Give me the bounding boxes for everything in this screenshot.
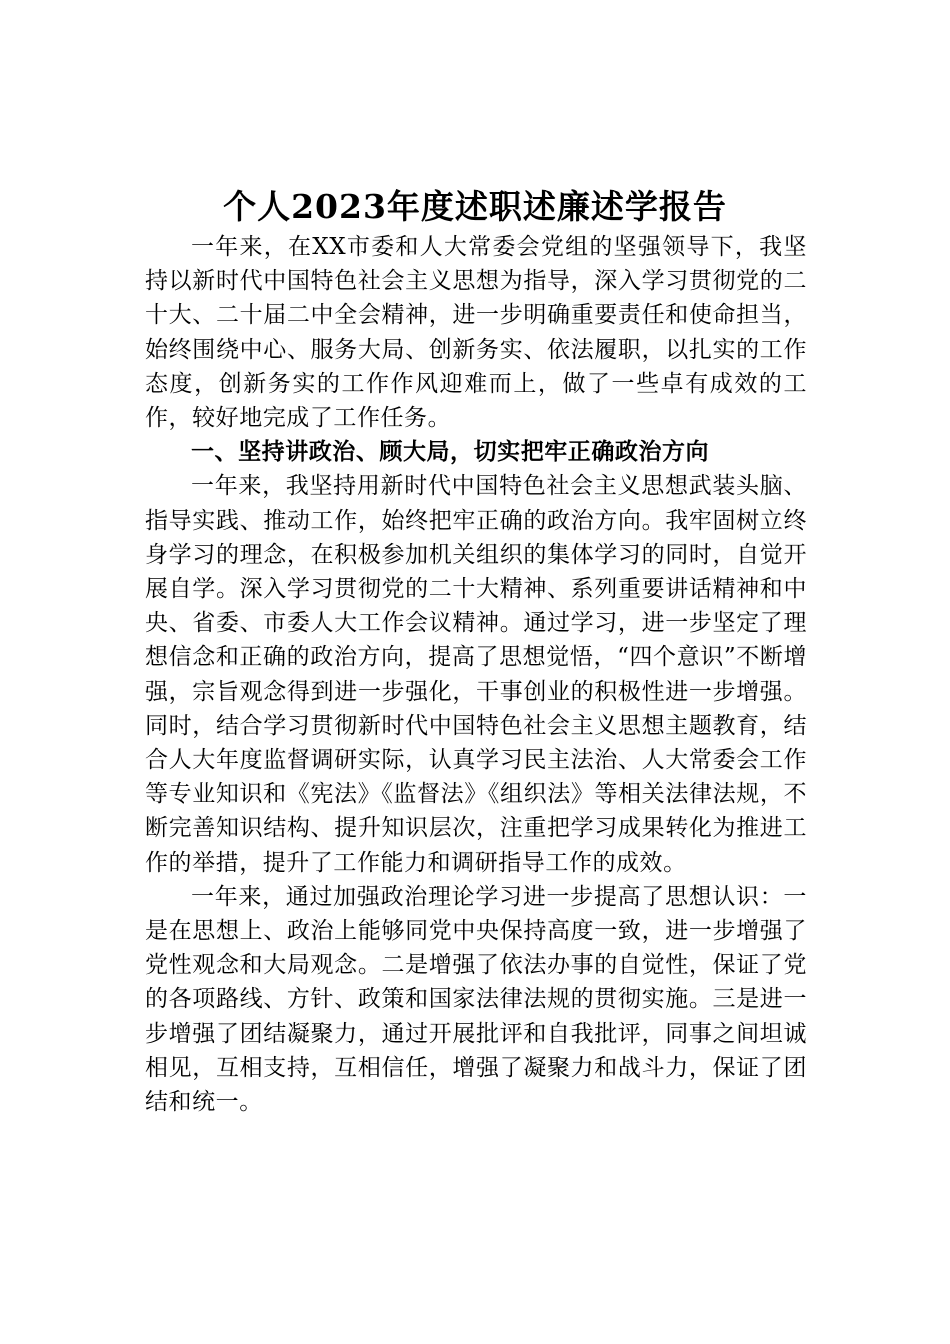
- document-body: [145, 230, 807, 1119]
- body-paragraph: 一年来，通过加强政治理论学习进一步提高了思想认识：一是在思想上、政治上能够同党中央保持高度一致，进一步增强了党性观念和大局观念。二是增强了依法办事的自觉性，保证了党的各项路线、方针、政策和国家法律法规的贯彻实施。三是进一步增强了团结凝聚力，通过开展批评和自我批评，同事之间坦诚相见，互相支持，互相信任，增强了凝聚力和战斗力，保证了团结和统一。: [145, 883, 807, 1116]
- intro-paragraph: 一年来，在XX市委和人大常委会党组的坚强领导下，我坚持以新时代中国特色社会主义思想为指导，深入学习贯彻党的二十大、二十届二中全会精神，进一步明确重要责任和使命担当，始终围绕中心、服务大局、创新务实、依法履职，以扎实的工作态度，创新务实的工作作风迎难而上，做了一些卓有成效的工作，较好地完成了工作任务。: [145, 234, 807, 432]
- body-paragraph: 一年来，我坚持用新时代中国特色社会主义思想武装头脑、指导实践、推动工作，始终把牢正确的政治方向。我牢固树立终身学习的理念，在积极参加机关组织的集体学习的同时，自觉开展自学。深入学习贯彻党的二十大精神、系列重要讲话精神和中央、省委、市委人大工作会议精神。通过学习，进一步坚定了理想信念和正确的政治方向，提高了思想觉悟，“四个意识”不断增强，宗旨观念得到进一步强化，干事创业的积极性进一步增强。同时，结合学习贯彻新时代中国特色社会主义思想主题教育，结合人大年度监督调研实际，认真学习民主法治、人大常委会工作等专业知识和《宪法》《监督法》《组织法》等相关法律法规，不断完善知识结构、提升知识层次，注重把学习成果转化为推进工作的举措，提升了工作能力和调研指导工作的成效。: [145, 473, 807, 876]
- document-title: 个人2023年度述职述廉述学报告: [223, 187, 727, 227]
- section-heading: 一、坚持讲政治、顾大局，切实把牢正确政治方向: [191, 439, 710, 466]
